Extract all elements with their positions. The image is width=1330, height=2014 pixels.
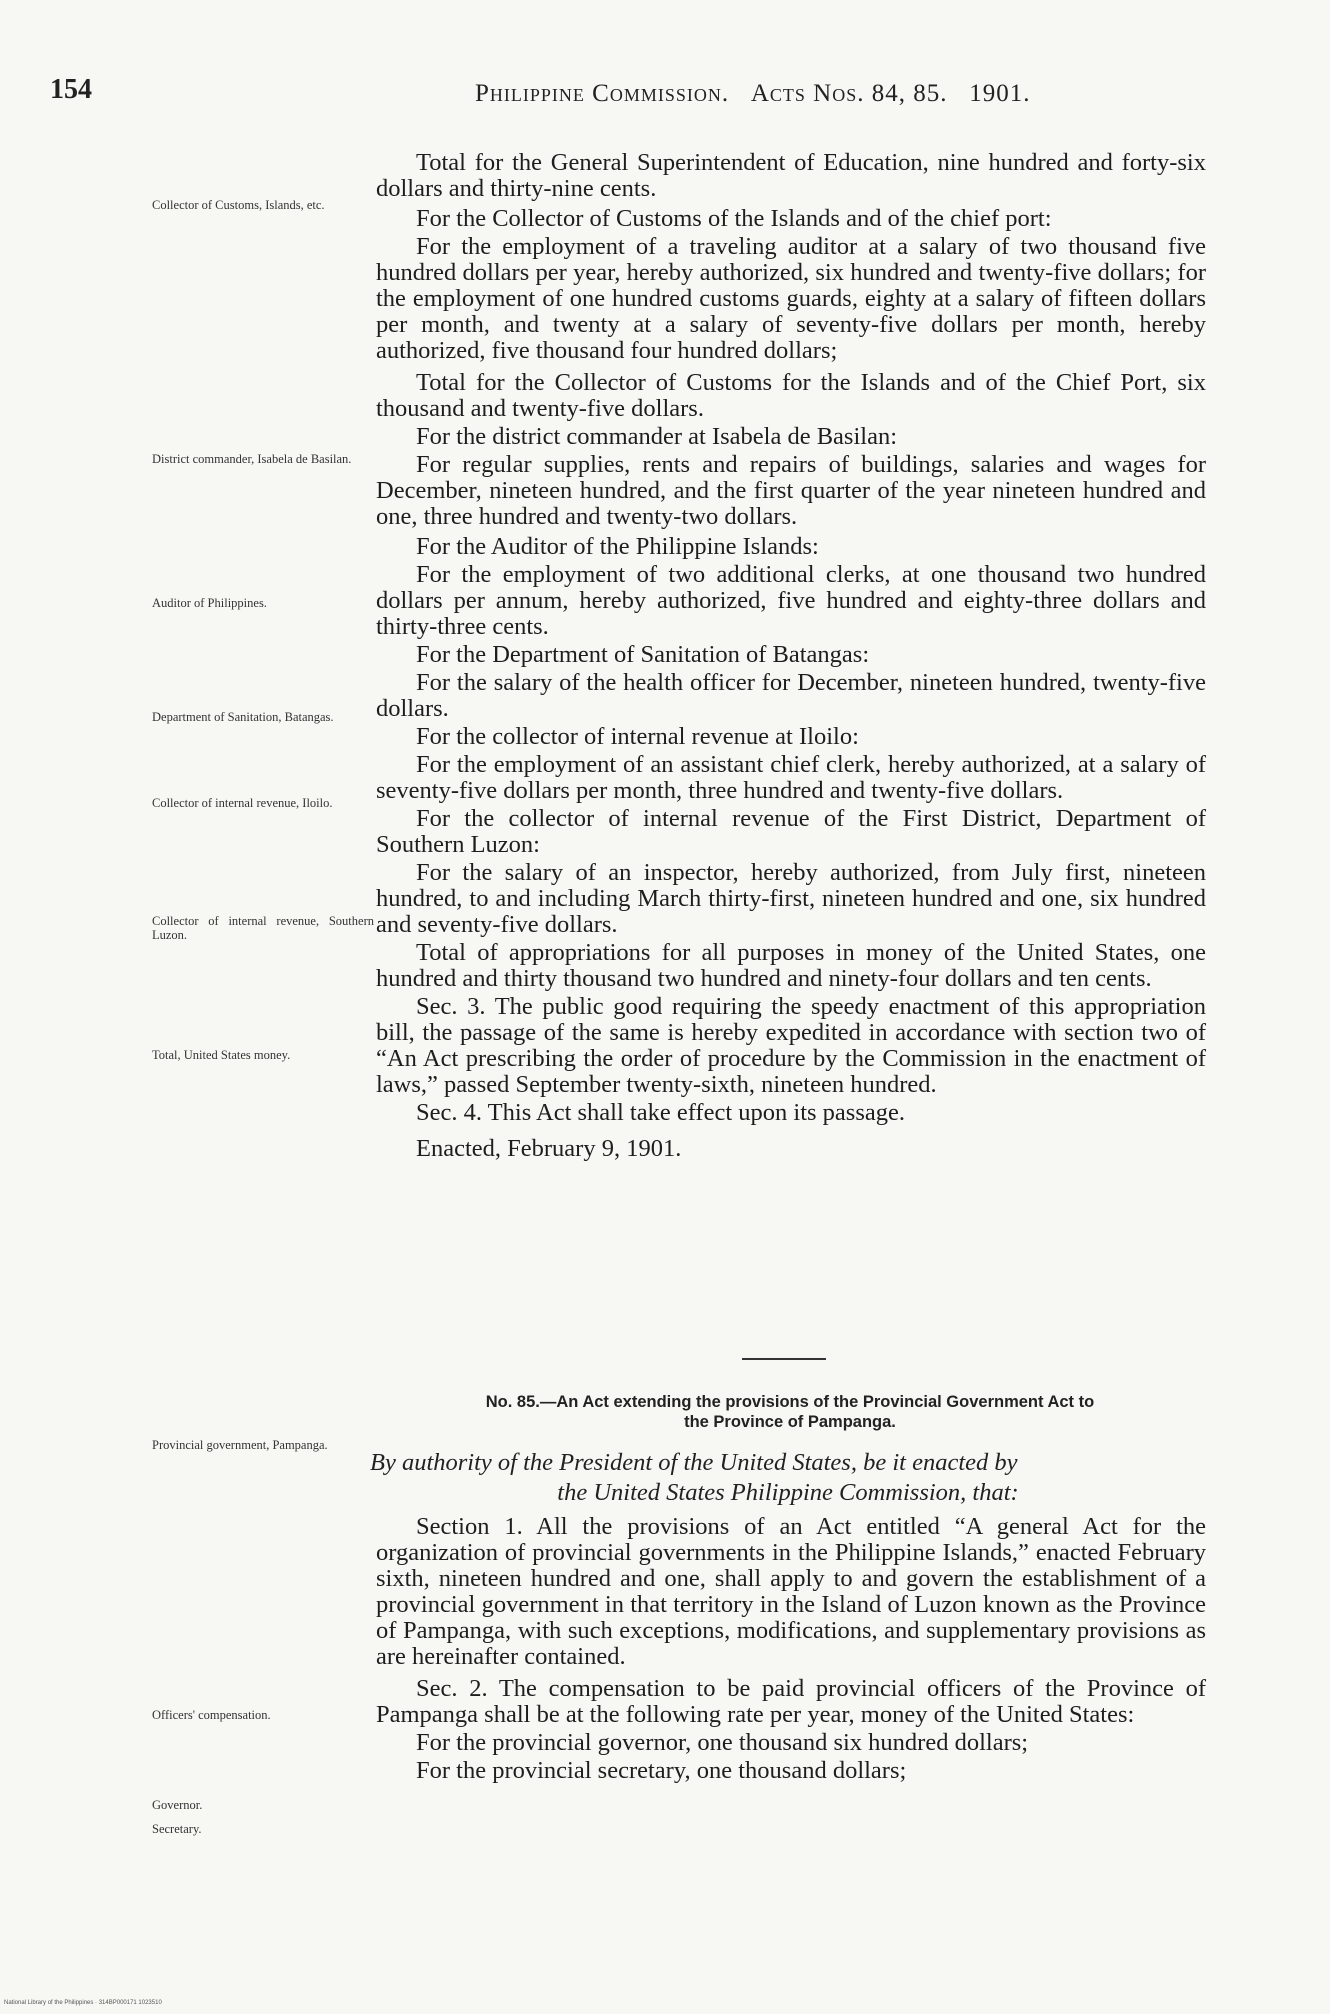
paragraph: For the Collector of Customs of the Islands and of the chief port: — [416, 205, 1052, 232]
running-head-acts: Acts Nos. 84, 85. — [750, 80, 948, 107]
margin-note: Department of Sanitation, Batangas. — [152, 710, 334, 724]
paragraph: Total for the General Superintendent of Education, nine hundred and forty-six dollars and thirty-nine cents. — [376, 149, 1206, 202]
running-head — [475, 80, 1030, 108]
governor-salary: For the provincial governor, one thousand six hundred dollars; — [416, 1729, 1029, 1756]
margin-note: Total, United States money. — [152, 1048, 291, 1062]
page-number: 154 — [50, 74, 92, 105]
divider-rule — [742, 1358, 826, 1360]
paragraph: Total for the Collector of Customs for the Islands and of the Chief Port, six thousand and twenty-five dollars. — [376, 369, 1206, 422]
enacted-date: Enacted, February 9, 1901. — [416, 1135, 682, 1162]
paragraph: For the employment of a traveling auditor at a salary of two thousand five hundred dollars per year, hereby authorized, six hundred and twenty-five dollars; for the employment of one hundred customs guards, eighty at a salary of fifteen dollars per month, and twenty at a salary of seventy-five dollars per month, hereby authorized, five thousand four hundred dollars; — [376, 233, 1206, 364]
margin-note: Collector of Customs, Islands, etc. — [152, 198, 325, 212]
act85-title: No. 85.—An Act extending the provisions of the Provincial Government Act to the Province of Pampanga. — [485, 1393, 1095, 1431]
paragraph: For the Auditor of the Philippine Islands: — [416, 533, 819, 560]
paragraph: For the salary of the health officer for December, nineteen hundred, twenty-five dollars. — [376, 669, 1206, 722]
act85-body — [376, 1514, 1206, 1786]
margin-note: District commander, Isabela de Basilan. — [152, 452, 352, 466]
margin-note: Provincial government, Pampanga. — [152, 1438, 328, 1452]
paragraph: For the collector of internal revenue at Iloilo: — [416, 723, 859, 750]
paragraph: For the salary of an inspector, hereby authorized, from July first, nineteen hundred, to and including March thirty-first, nineteen hundred and one, six hundred and seventy-five dollars. — [376, 859, 1206, 938]
margin-note: Collector of internal revenue, Iloilo. — [152, 796, 333, 810]
margin-note: Governor. — [152, 1798, 203, 1812]
section-3: Sec. 3. The public good requiring the speedy enactment of this appropriation bill, the passage of the same is hereby expedited in accordance with section two of “An Act prescribing the order of procedure by the Commission in the enactment of laws,” passed September twenty-sixth, nineteen hundred. — [376, 993, 1206, 1098]
secretary-salary: For the provincial secretary, one thousand dollars; — [416, 1757, 907, 1784]
paragraph: For the employment of an assistant chief clerk, hereby authorized, at a salary of seventy-five dollars per month, three hundred and twenty-five dollars. — [376, 751, 1206, 804]
section-2: Sec. 2. The compensation to be paid provincial officers of the Province of Pampanga shall be at the following rate per year, money of the United States: — [376, 1675, 1206, 1728]
paragraph: For the district commander at Isabela de Basilan: — [416, 423, 898, 450]
margin-note: Officers' compensation. — [152, 1708, 271, 1722]
running-head-title: Philippine Commission. — [475, 80, 730, 107]
scan-footer: National Library of the Philippines · 314BP000171 1023510 — [4, 2000, 162, 2006]
section-1: Section 1. All the provisions of an Act entitled “A general Act for the organization of provincial governments in the Philippine Islands,” enacted February sixth, nineteen hundred and one, shall apply to and govern the establishment of a provincial government in that territory in the Island of Luzon known as the Province of Pampanga, with such exceptions, modifications, and supplementary provisions as are hereinafter contained. — [376, 1513, 1206, 1670]
running-head-year: 1901. — [969, 80, 1031, 107]
enacting-clause: By authority of the President of the United States, be it enacted by the United States Philippine Commission, that: — [370, 1449, 1019, 1506]
act84-body — [376, 150, 1206, 1164]
section-4: Sec. 4. This Act shall take effect upon its passage. — [416, 1099, 905, 1126]
paragraph: Total of appropriations for all purposes in money of the United States, one hundred and thirty thousand two hundred and ninety-four dollars and ten cents. — [376, 939, 1206, 992]
margin-note: Collector of internal revenue, Southern Luzon. — [152, 914, 374, 942]
margin-note: Secretary. — [152, 1822, 202, 1836]
margin-note: Auditor of Philippines. — [152, 596, 267, 610]
paragraph: For regular supplies, rents and repairs of buildings, salaries and wages for December, nineteen hundred, and the first quarter of the year nineteen hundred and one, three hundred and twenty-two dollars. — [376, 451, 1206, 530]
paragraph: For the employment of two additional clerks, at one thousand two hundred dollars per annum, hereby authorized, five hundred and eighty-three dollars and thirty-three cents. — [376, 561, 1206, 640]
paragraph: For the collector of internal revenue of the First District, Department of Southern Luzon: — [376, 805, 1206, 858]
paragraph: For the Department of Sanitation of Batangas: — [416, 641, 870, 668]
